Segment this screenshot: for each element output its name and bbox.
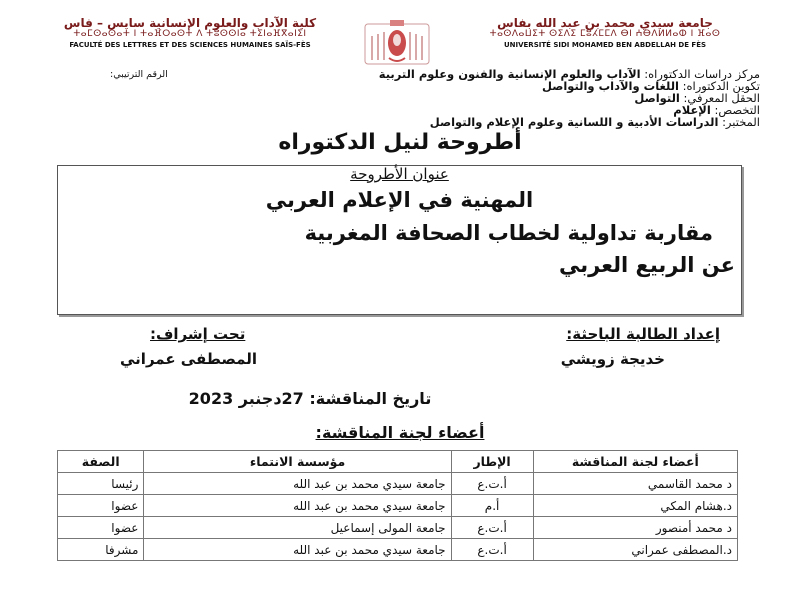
member-name: د محمد أمنصور (533, 517, 737, 539)
thesis-title-line-2: مقاربة تداولية لخطاب الصحافة المغربية (304, 221, 713, 245)
defense-date: تاريخ المناقشة: 27دجنبر 2023 (188, 389, 432, 408)
faculty-name-fr: FACULTÉ DES LETTRES ET DES SCIENCES HUMAINES SAÏS-FÈS (69, 41, 311, 49)
doctoral-info-block (200, 68, 760, 128)
table-header-row (58, 451, 738, 473)
university-header (40, 18, 760, 60)
member-capacity: عضوا (58, 495, 144, 517)
info-field: الحقل المعرفي: التواصل (634, 91, 760, 105)
jury-table (57, 450, 738, 561)
member-capacity: عضوا (58, 517, 144, 539)
thesis-cover-page (40, 0, 760, 600)
student-name: خديجة زويشي (560, 350, 665, 368)
header-capacity: الصفة (58, 451, 144, 473)
rank-number-label: الرقم الترتيبي: (110, 69, 168, 80)
faculty-name-ar: كلية الآداب والعلوم الإنسانية سايس – فاس (63, 16, 317, 30)
university-emblem-icon (362, 16, 432, 68)
thesis-title-caption: عنوان الأطروحة (350, 165, 449, 183)
member-name: د.المصطفى عمراني (533, 539, 737, 561)
university-name-ar: جامعة سيدي محمد بن عبد الله بفاس (497, 16, 713, 30)
table-row (58, 495, 738, 517)
thesis-title-box (57, 165, 742, 315)
student-label: إعداد الطالبة الباحثة: (566, 325, 720, 343)
member-rank: أ.ت.ع (451, 473, 533, 495)
member-institution: جامعة سيدي محمد بن عبد الله (144, 539, 451, 561)
info-doctoral-center: مركز دراسات الدكتوراه: الآداب والعلوم الإنسانية والفنون وعلوم التربية (378, 67, 760, 81)
info-doctoral-training: تكوين الدكتوراه: اللغات والآداب والتواصل (541, 79, 760, 93)
university-name-fr: UNIVERSITÉ SIDI MOHAMED BEN ABDELLAH DE FÈS (503, 41, 707, 49)
thesis-title-line-3: عن الربيع العربي (559, 253, 735, 277)
header-institution: مؤسسة الانتماء (144, 451, 451, 473)
member-rank: أ.ت.ع (451, 539, 533, 561)
member-institution: جامعة المولى إسماعيل (144, 517, 451, 539)
table-row (58, 539, 738, 561)
thesis-title-line-1: المهنية في الإعلام العربي (265, 188, 534, 212)
member-rank: أ.م (451, 495, 533, 517)
faculty-name-tifinagh: ⵜⴰⵎⵙⴰⵙⴰⵜ ⵏ ⵜⴰⴼⵔⴰⵙⵜ ⴷ ⵜⵓⵙⵙⵏⴰ ⵜⵉⵏⴰⴼⴳⴰⵏⵉⵏ (73, 29, 307, 39)
info-specialty: التخصص: الإعلام (673, 103, 760, 117)
university-header-right (450, 18, 760, 51)
member-institution: جامعة سيدي محمد بن عبد الله (144, 495, 451, 517)
table-row (58, 517, 738, 539)
header-rank: الإطار (451, 451, 533, 473)
header-member: أعضاء لجنة المناقشة (533, 451, 737, 473)
info-laboratory: المختبر: الدراسات الأدبية و اللسانية وعلوم الإعلام والتواصل (429, 115, 760, 129)
member-name: د محمد القاسمي (533, 473, 737, 495)
member-rank: أ.ت.ع (451, 517, 533, 539)
member-name: د.هشام المكي (533, 495, 737, 517)
member-capacity: مشرفا (58, 539, 144, 561)
table-row (58, 473, 738, 495)
jury-title: أعضاء لجنة المناقشة: (315, 423, 485, 442)
supervisor-name: المصطفى عمراني (120, 350, 257, 368)
member-capacity: رئيسا (58, 473, 144, 495)
supervisor-label: تحت إشراف: (150, 325, 246, 343)
page-title: أطروحة لنيل الدكتوراه (278, 130, 522, 155)
faculty-header (40, 18, 340, 51)
university-name-tifinagh: ⵜⴰⵙⴷⴰⵡⵉⵜ ⵙⵉⴷⵉ ⵎⵓⵃⵎⵎⴷ ⴱⵏ ⵄⴱⴷⵍⵍⴰⵀ ⵏ ⴼⴰⵙ (489, 29, 721, 39)
member-institution: جامعة سيدي محمد بن عبد الله (144, 473, 451, 495)
